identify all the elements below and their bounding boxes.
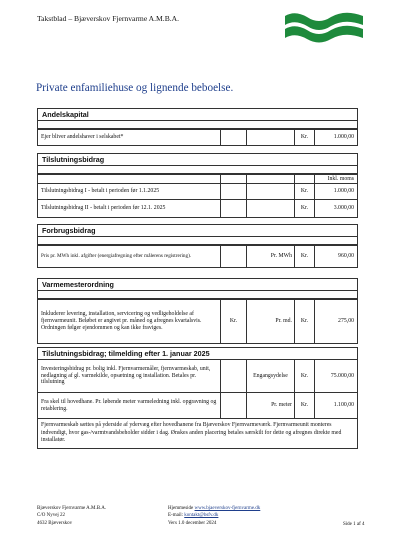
footer-address: [37, 505, 106, 527]
empty-cell: [220, 175, 246, 183]
footer-web-label: Hjemmeside: [168, 506, 194, 511]
footer-address-line1: C/O Nyvej 22: [37, 513, 66, 519]
empty-cell: [294, 175, 314, 183]
measure-unit: Pr. md.: [246, 300, 294, 343]
table-row: [38, 199, 357, 217]
spacer-row: [38, 291, 357, 299]
empty-cell: [220, 184, 246, 199]
currency-unit: Kr.: [294, 393, 314, 418]
spacer-row: [38, 166, 357, 174]
spacer-row: [38, 121, 357, 129]
row-description: Pris pr. MWh inkl. afgifter (energiafregning efter målerens registrering).: [41, 253, 192, 260]
footer-address-line2: 4632 Bjæverskov: [37, 520, 73, 526]
page-number: Side 1 af 4: [343, 522, 365, 527]
empty-cell: [246, 175, 294, 183]
measure-unit: Engangsydelse: [246, 360, 294, 392]
amount: 3.000,00: [314, 200, 357, 217]
footer-version: Vers 1.0 december 2024: [168, 520, 217, 526]
andelskapital-section: [37, 108, 358, 146]
amount: 1.000,00: [314, 130, 357, 145]
currency-unit: Kr.: [294, 300, 314, 343]
amount: 75.000,00: [314, 360, 357, 392]
company-logo: [283, 8, 365, 46]
measure-unit: Pr. MWh: [246, 246, 294, 267]
measure-unit: Pr. meter: [246, 393, 294, 418]
empty-cell: [246, 200, 294, 217]
amount: 1.100,00: [314, 393, 357, 418]
forbrugsbidrag-section: [37, 224, 358, 268]
empty-cell: [220, 200, 246, 217]
currency-unit: Kr.: [294, 360, 314, 392]
page-title: Private enfamiliehuse og lignende beboelse.: [36, 82, 234, 94]
spacer-row: [38, 237, 357, 245]
document-header: Takstblad – Bjæverskov Fjernvarme A.M.B.A.: [37, 14, 180, 23]
currency-unit: Kr.: [294, 200, 314, 217]
table-row: [38, 392, 357, 418]
row-description: Tilslutningsbidrag I - betalt i perioden før 1.1.2025: [41, 188, 160, 195]
currency-unit: Kr.: [220, 300, 246, 343]
currency-unit: Kr.: [294, 246, 314, 267]
website-link[interactable]: www.bjaeverskov-fjernvarme.dk: [194, 506, 261, 511]
empty-cell: [220, 130, 246, 145]
row-description: Ejer bliver andelshaver i selskabet*: [41, 134, 124, 141]
table-row: [38, 129, 357, 145]
footer-contact: [168, 505, 260, 527]
footer-company: Bjæverskov Fjernvarme A.M.B.A.: [37, 506, 107, 511]
column-header-row: [38, 174, 357, 183]
row-description: Inkluderer levering, installation, servicering og vedligeholdelse af fjernvarmeunit. Beløbet er angivet pr. måned og afregnes kvartalsvis. Ordningen følger ejendommen og kan ikke fraviges.: [41, 311, 202, 331]
currency-unit: Kr.: [294, 184, 314, 199]
table-row: [38, 299, 357, 343]
row-description: Investeringsbidrag pr. bolig inkl. Fjernvarmemåler, fjernvarmeskab, unit, nedlagning af gl. varmekilde, opsætning og installation. Betales pr. tilslutning: [41, 365, 211, 386]
inkl-moms-header: Inkl. moms: [314, 175, 357, 183]
tilmelding-title: Tilslutningsbidrag; tilmelding efter 1. januar 2025: [38, 348, 357, 360]
varmemesterordning-section: [37, 278, 358, 344]
installation-note: Fjernvarmeskab sættes på yderside af ydervæg efter hovedhanene fra Bjæverskov Fjernvarmeværk. Fjernvarmeunit monteres indvendigt, hvor gas-/varmtvandsbeholder sidder i dag. Ønskes anden placering betales særskilt for dette og afregnes direkte med installatør.: [38, 418, 357, 448]
tilslutningsbidrag-title: Tilslutningsbidrag: [38, 154, 357, 166]
empty-cell: [246, 184, 294, 199]
amount: 1.000,00: [314, 184, 357, 199]
footer-email-label: E-mail:: [168, 513, 183, 519]
forbrugsbidrag-title: Forbrugsbidrag: [38, 225, 357, 237]
empty-cell: [246, 130, 294, 145]
empty-cell: [220, 246, 246, 267]
empty-cell: [38, 175, 220, 183]
tilmelding-section: [37, 347, 358, 449]
table-row: [38, 360, 357, 392]
empty-cell: [220, 393, 246, 418]
empty-cell: [220, 360, 246, 392]
amount: 275,00: [314, 300, 357, 343]
andelskapital-title: Andelskapital: [38, 109, 357, 121]
varmemesterordning-title: Varmemesterordning: [38, 279, 357, 291]
table-row: [38, 183, 357, 199]
row-description: Fra skel til hovedhane. Pr. løbende meter varmeledning inkl. opgravning og retablering.: [41, 398, 217, 412]
amount: 960,00: [314, 246, 357, 267]
tilslutningsbidrag-section: [37, 153, 358, 218]
email-link[interactable]: kontakt@bsfv.dk: [184, 513, 219, 519]
row-description: Tilslutningsbidrag II - betalt i perioden før 12.1. 2025: [41, 205, 166, 212]
currency-unit: Kr.: [294, 130, 314, 145]
table-row: [38, 245, 357, 267]
